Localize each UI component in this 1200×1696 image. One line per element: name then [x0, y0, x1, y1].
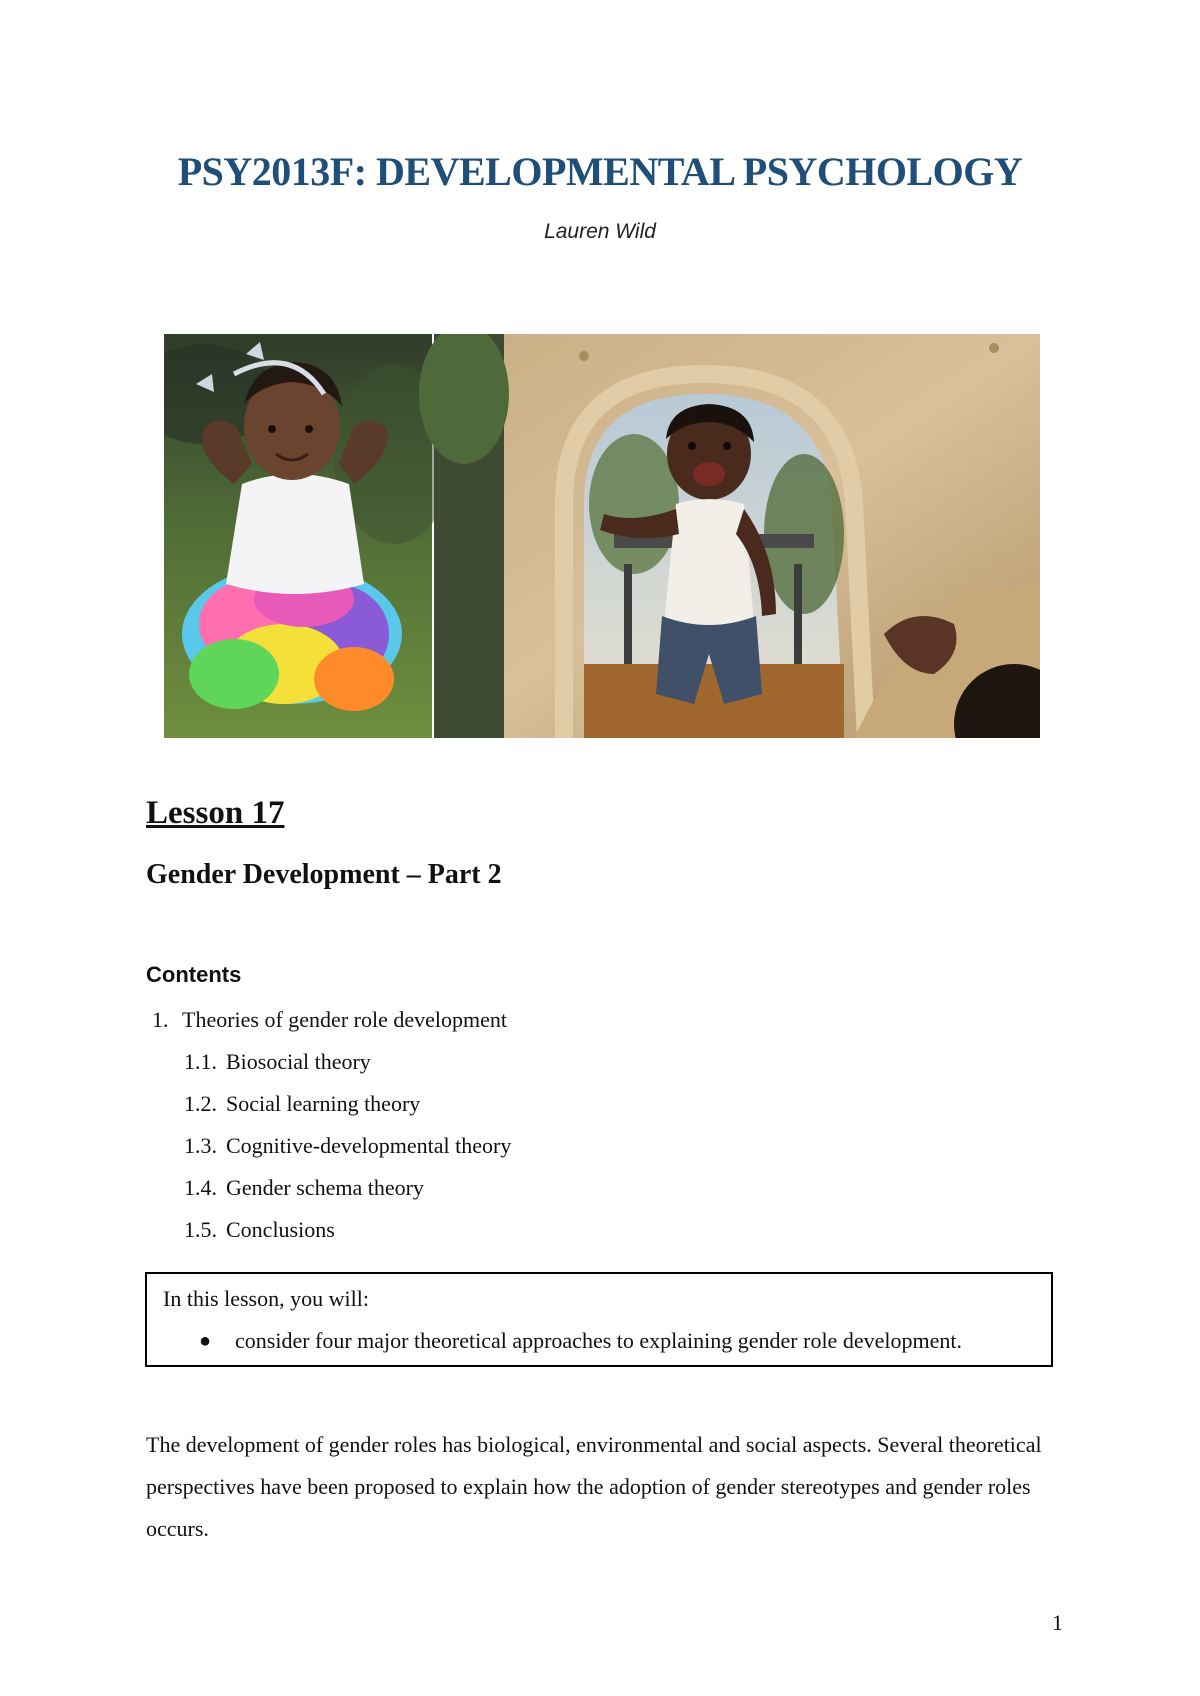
body-paragraph: The development of gender roles has biological, environmental and social aspects. Several theoretical perspectives have been proposed to explain how the adoption of gender stereotypes and gender roles occurs.: [146, 1432, 1042, 1541]
objective-item: consider four major theoretical approaches to explaining gender role development.: [235, 1328, 962, 1353]
lesson-number: Lesson 17: [146, 795, 285, 831]
toc-number: 1.2.: [184, 1091, 217, 1116]
girl-in-tutu-photo: [164, 334, 454, 738]
toc-number: 1.1.: [184, 1049, 217, 1074]
objectives-intro: In this lesson, you will:: [163, 1286, 369, 1311]
lesson-subtitle: Gender Development – Part 2: [146, 859, 502, 890]
toc-item-biosocial: Biosocial theory: [226, 1049, 371, 1074]
toc-number: 1.: [152, 1007, 169, 1032]
course-title: PSY2013F: DEVELOPMENTAL PSYCHOLOGY: [177, 149, 1023, 194]
page-number: 1: [1052, 1610, 1063, 1635]
toc-item-gender-schema: Gender schema theory: [226, 1175, 424, 1200]
toc-item-theories: Theories of gender role development: [182, 1007, 507, 1032]
bullet-icon: ●: [199, 1330, 212, 1352]
boy-on-playground-slide-photo: [419, 334, 1040, 738]
author-name: Lauren Wild: [544, 220, 656, 243]
toc-number: 1.5.: [184, 1217, 217, 1242]
toc-item-conclusions: Conclusions: [226, 1217, 335, 1242]
lesson-objectives-box: [145, 1272, 1053, 1367]
toc-item-social-learning: Social learning theory: [226, 1091, 421, 1116]
toc-item-cognitive: Cognitive-developmental theory: [226, 1133, 512, 1158]
toc-number: 1.4.: [184, 1175, 217, 1200]
contents-heading: Contents: [146, 962, 242, 987]
header-photos: [164, 334, 1040, 738]
toc-number: 1.3.: [184, 1133, 217, 1158]
